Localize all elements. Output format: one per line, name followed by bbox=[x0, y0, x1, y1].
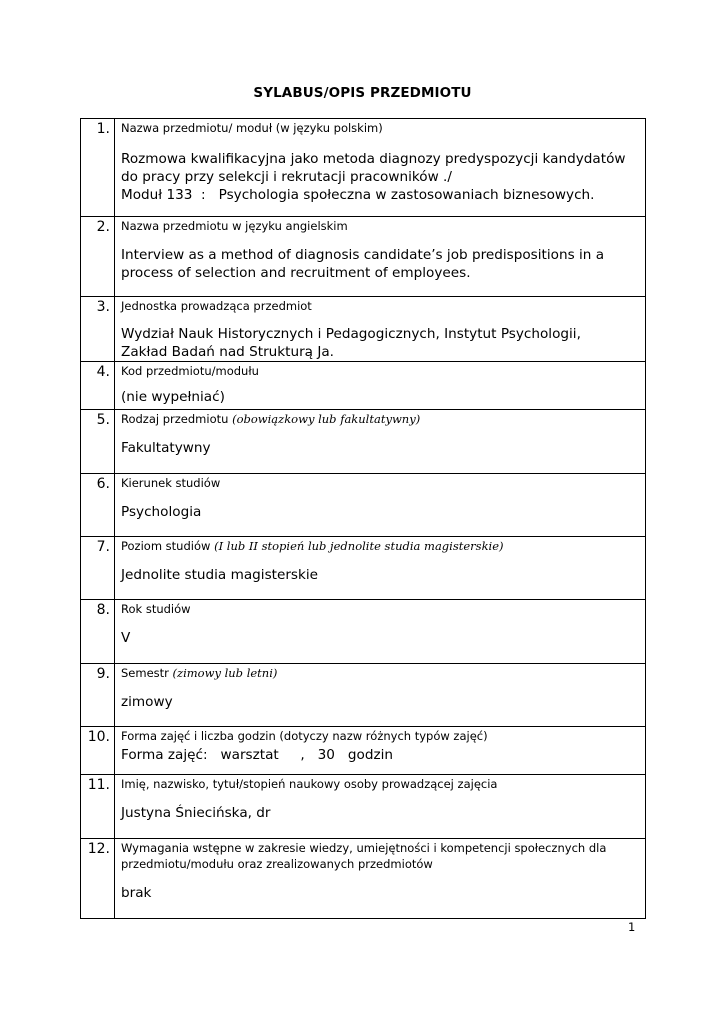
row-number: 8. bbox=[81, 600, 115, 664]
row-number: 11. bbox=[81, 775, 115, 839]
table-row bbox=[81, 839, 646, 919]
table-row bbox=[81, 297, 646, 362]
field-label: Kierunek studiów bbox=[121, 476, 221, 490]
row-number: 1. bbox=[81, 119, 115, 217]
field-value: Interview as a method of diagnosis candidate’s job predispositions in a process of selection and recruitment of employees. bbox=[121, 247, 605, 281]
row-content bbox=[115, 600, 646, 664]
row-content bbox=[115, 537, 646, 600]
row-content bbox=[115, 410, 646, 474]
row-content bbox=[115, 664, 646, 727]
row-content bbox=[115, 297, 646, 362]
field-value: Forma zajęć: warsztat , 30 godzin bbox=[121, 747, 394, 763]
row-number: 6. bbox=[81, 474, 115, 537]
field-value: Rozmowa kwalifikacyjna jako metoda diagnozy predyspozycji kandydatów do pracy przy selekcji i rekrutacji pracowników ./ Moduł 133 : Psychologia społeczna w zastosowaniach biznesowych. bbox=[121, 151, 626, 203]
page-number: 1 bbox=[628, 920, 636, 934]
table-row bbox=[81, 410, 646, 474]
row-content bbox=[115, 775, 646, 839]
field-label: Jednostka prowadząca przedmiot bbox=[121, 299, 312, 313]
row-number: 2. bbox=[81, 217, 115, 297]
table-row bbox=[81, 217, 646, 297]
field-label: Nazwa przedmiotu/ moduł (w języku polskim) bbox=[121, 121, 383, 135]
row-content bbox=[115, 217, 646, 297]
field-value: Wydział Nauk Historycznych i Pedagogicznych, Instytut Psychologii, Zakład Badań nad Strukturą Ja. bbox=[121, 326, 581, 360]
row-number: 5. bbox=[81, 410, 115, 474]
field-label: Imię, nazwisko, tytuł/stopień naukowy osoby prowadzącej zajęcia bbox=[121, 777, 498, 791]
row-content bbox=[115, 839, 646, 919]
field-label: Rok studiów bbox=[121, 602, 191, 616]
field-label: Forma zajęć i liczba godzin (dotyczy nazw różnych typów zajęć) bbox=[121, 729, 488, 743]
syllabus-table bbox=[80, 118, 646, 919]
field-label: Wymagania wstępne w zakresie wiedzy, umiejętności i kompetencji społecznych dla przedmiotu/modułu oraz zrealizowanych przedmiotów bbox=[121, 841, 607, 871]
field-label: Kod przedmiotu/modułu bbox=[121, 364, 259, 378]
field-label: Rodzaj przedmiotu (obowiązkowy lub fakultatywny) bbox=[121, 412, 421, 426]
table-row bbox=[81, 727, 646, 775]
row-number: 12. bbox=[81, 839, 115, 919]
row-content bbox=[115, 474, 646, 537]
page-title: SYLABUS/OPIS PRZEDMIOTU bbox=[253, 85, 472, 101]
field-value: V bbox=[121, 630, 131, 646]
row-number: 7. bbox=[81, 537, 115, 600]
table-row bbox=[81, 119, 646, 217]
row-content bbox=[115, 727, 646, 775]
row-number: 10. bbox=[81, 727, 115, 775]
field-value: Jednolite studia magisterskie bbox=[121, 567, 319, 583]
field-label: Semestr (zimowy lub letni) bbox=[121, 666, 278, 680]
table-row bbox=[81, 775, 646, 839]
table-row bbox=[81, 537, 646, 600]
row-number: 3. bbox=[81, 297, 115, 362]
field-value: brak bbox=[121, 885, 152, 901]
field-value: (nie wypełniać) bbox=[121, 389, 225, 405]
field-value: zimowy bbox=[121, 694, 173, 710]
table-row bbox=[81, 362, 646, 410]
table-row bbox=[81, 600, 646, 664]
row-number: 9. bbox=[81, 664, 115, 727]
row-number: 4. bbox=[81, 362, 115, 410]
field-value: Fakultatywny bbox=[121, 440, 211, 456]
field-label: Nazwa przedmiotu w języku angielskim bbox=[121, 219, 348, 233]
table-row bbox=[81, 474, 646, 537]
field-value: Psychologia bbox=[121, 504, 202, 520]
row-content bbox=[115, 362, 646, 410]
table-row bbox=[81, 664, 646, 727]
field-value: Justyna Śniecińska, dr bbox=[121, 805, 271, 821]
field-label: Poziom studiów (I lub II stopień lub jednolite studia magisterskie) bbox=[121, 539, 504, 553]
row-content bbox=[115, 119, 646, 217]
